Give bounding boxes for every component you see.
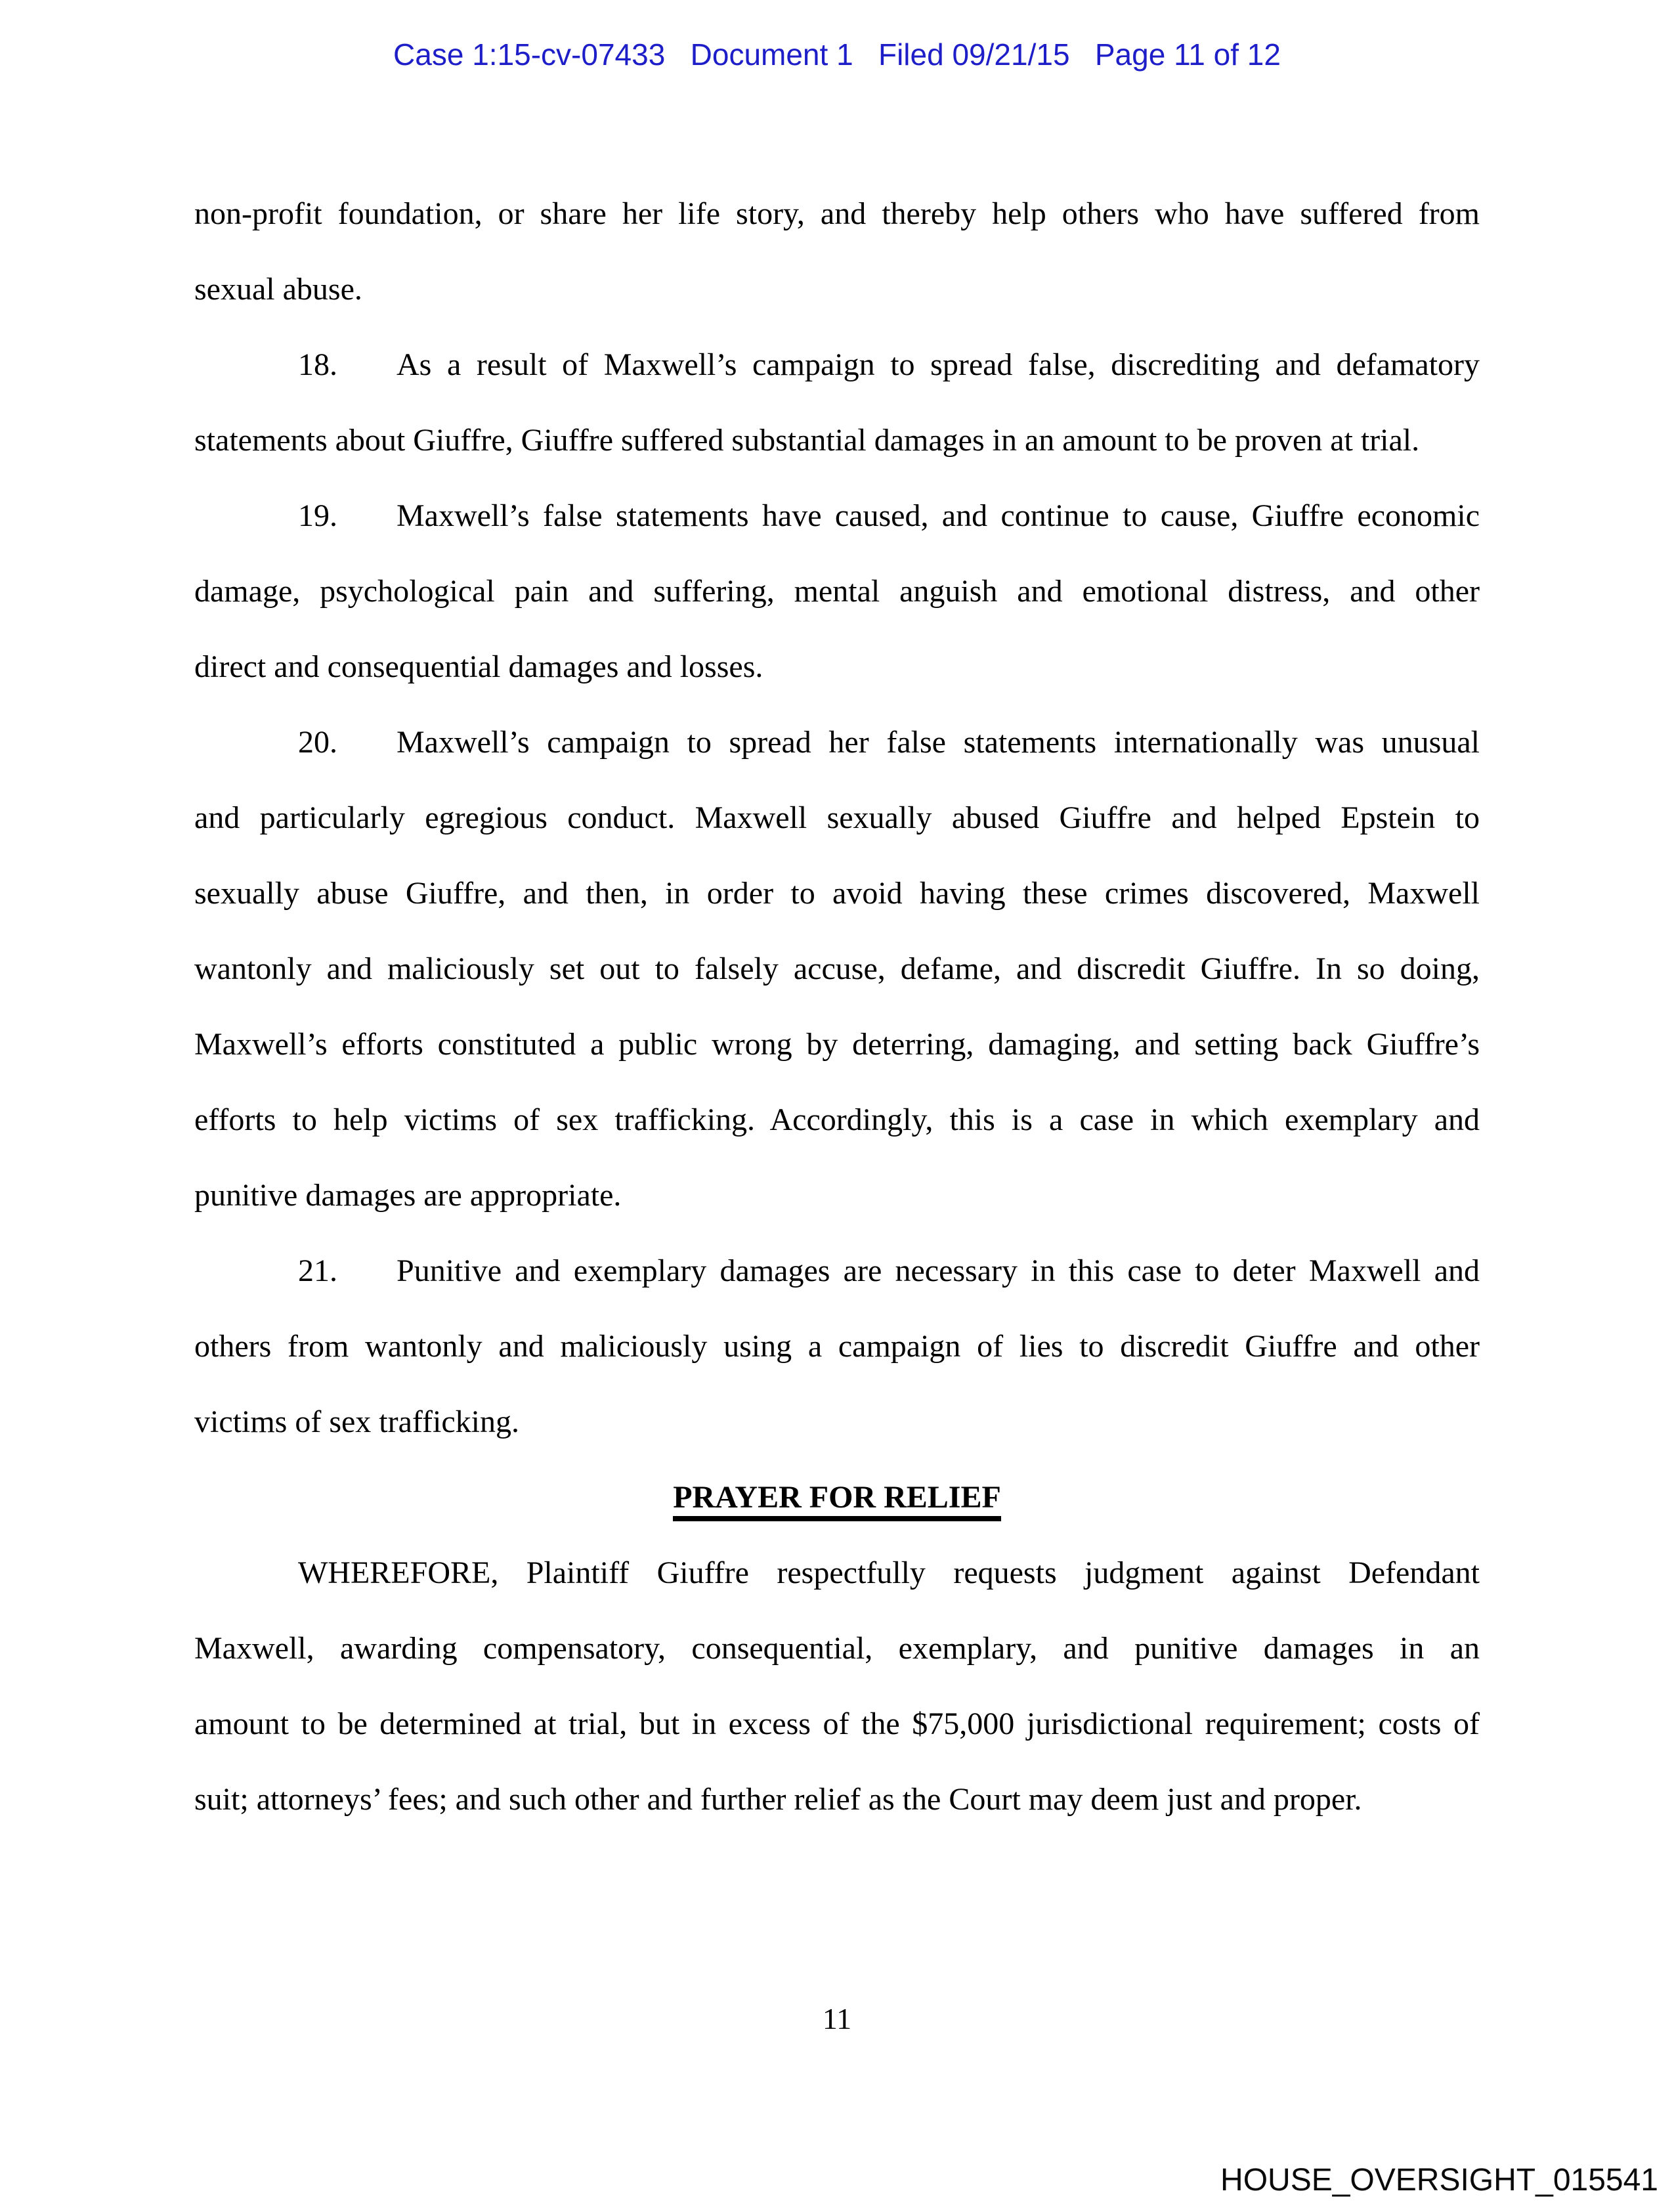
text-line: and particularly egregious conduct. Maxwell sexually abused Giuffre and helped Epstein to <box>194 800 1480 835</box>
text-line: amount to be determined at trial, but in excess of the $75,000 jurisdictional requirement; costs of <box>194 1706 1480 1741</box>
text-line: 19. Maxwell’s false statements have caused, and continue to cause, Giuffre economic <box>194 478 1480 553</box>
page-number: 11 <box>822 2002 852 2035</box>
text-line: sexually abuse Giuffre, and then, in order to avoid having these crimes discovered, Maxwell <box>194 876 1480 911</box>
text-line: 18. As a result of Maxwell’s campaign to spread false, discrediting and defamatory <box>194 327 1480 402</box>
bates-number: HOUSE_OVERSIGHT_015541 <box>1220 2163 1658 2198</box>
text-line: victims of sex trafficking. <box>194 1404 519 1439</box>
text-line: punitive damages are appropriate. <box>194 1178 622 1213</box>
paragraph-number: 19. <box>298 498 337 533</box>
document-body <box>194 176 1480 1837</box>
text-line: damage, psychological pain and suffering, mental anguish and emotional distress, and other <box>194 574 1480 609</box>
text-line: 21. Punitive and exemplary damages are necessary in this case to deter Maxwell and <box>194 1233 1480 1309</box>
paragraph-number: 18. <box>298 347 337 382</box>
text-line: suit; attorneys’ fees; and such other and further relief as the Court may deem just and proper. <box>194 1782 1362 1817</box>
text-line: 20. Maxwell’s campaign to spread her false statements internationally was unusual <box>194 705 1480 780</box>
text-line: others from wantonly and maliciously using a campaign of lies to discredit Giuffre and other <box>194 1329 1480 1364</box>
text-line: efforts to help victims of sex trafficking. Accordingly, this is a case in which exemplary and <box>194 1102 1480 1137</box>
heading-text: PRAYER FOR RELIEF <box>673 1481 1001 1521</box>
section-heading <box>194 1460 1480 1535</box>
text-line: direct and consequential damages and losses. <box>194 649 763 684</box>
paragraph-number: 21. <box>298 1253 337 1288</box>
paragraph-number: 20. <box>298 725 337 760</box>
ecf-stamp-header: Case 1:15-cv-07433 Document 1 Filed 09/21/15 Page 11 of 12 <box>393 37 1281 72</box>
text-line: statements about Giuffre, Giuffre suffered substantial damages in an amount to be proven at trial. <box>194 423 1420 458</box>
text-line: WHEREFORE, Plaintiff Giuffre respectfully requests judgment against Defendant <box>298 1555 1480 1590</box>
text-line: Maxwell’s efforts constituted a public wrong by deterring, damaging, and setting back Giuffre’s <box>194 1027 1480 1062</box>
text-line: non-profit foundation, or share her life story, and thereby help others who have suffered from <box>194 196 1480 231</box>
text-line: sexual abuse. <box>194 272 362 307</box>
text-line: wantonly and maliciously set out to falsely accuse, defame, and discredit Giuffre. In so doing, <box>194 951 1480 986</box>
text-line: Maxwell, awarding compensatory, consequential, exemplary, and punitive damages in an <box>194 1631 1480 1666</box>
